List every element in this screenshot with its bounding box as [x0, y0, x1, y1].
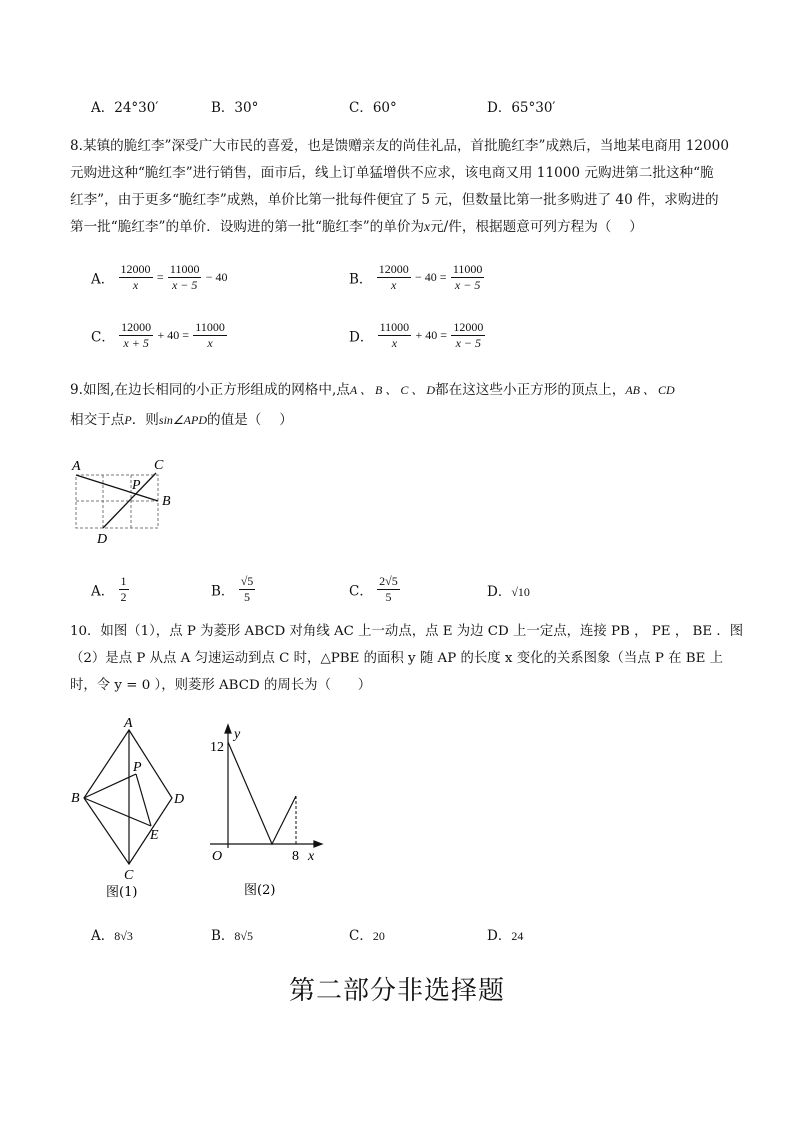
- q8-line-4: 第一批“脆红李”的单价．设购进的第一批“脆红李”的单价为x元/件，根据题意可列方程为（ ）: [70, 219, 643, 235]
- q8-option-c: C． $\frac{12000}{x + 5}$ + 40 = $\frac{11000}{x}$: [91, 320, 225, 350]
- q8-option-d: D． $\frac{11000}{x}$ + 40 = $\frac{12000}{x - 5}$: [349, 320, 484, 350]
- q9-option-c: C． $\frac{2√5}{5}$: [349, 574, 398, 604]
- y-tick-label: 12: [210, 740, 224, 755]
- section-title: 第二部分非选择题: [288, 976, 505, 1006]
- q8-option-a: A． $\frac{12000}{x}$ = $\frac{11000}{x - 5}$ − 40: [91, 262, 228, 292]
- q9-option-b: B． $\frac{√5}{5}$: [211, 574, 254, 604]
- label-b: B: [162, 494, 171, 509]
- q10-option-b: B．8√5: [211, 928, 254, 944]
- x-axis-arrow: [314, 841, 322, 847]
- label-e: E: [150, 828, 159, 843]
- graph-curve: [228, 742, 296, 844]
- label-d: D: [97, 532, 108, 547]
- origin-label: O: [212, 849, 223, 864]
- q10-line-1: 10．如图（1），点 P 为菱形 ABCD 对角线 AC 上一动点，点 E 为边 CD 上一定点，连接 PB ， PE ， BE ．图: [70, 624, 744, 639]
- label-c: C: [154, 458, 164, 473]
- q9-grid-figure: [66, 455, 186, 547]
- q7-option-b: B．30°: [211, 100, 259, 116]
- q10-line-2: （2）是点 P 从点 A 匀速运动到点 C 时，△PBE 的面积 y 随 AP 的长度 x 变化的关系图象（当点 P 在 BE 上: [70, 651, 724, 666]
- q10-rhombus-figure: [64, 716, 194, 906]
- rhombus-abcd: [84, 730, 172, 864]
- q10-option-d: D．24: [487, 928, 524, 944]
- label-p: P: [133, 760, 142, 775]
- label-p: P: [132, 478, 141, 493]
- q7-option-d: D．65°30′: [487, 100, 556, 116]
- label-a: A: [124, 716, 133, 731]
- label-a: A: [72, 459, 81, 474]
- q9-line-2: 相交于点P．则sin∠APD的值是（ ）: [70, 412, 293, 428]
- y-axis-label: y: [234, 727, 241, 742]
- x-axis-label: x: [308, 849, 315, 864]
- q8-line-2: 元购进这种“脆红李”进行销售，面市后，线上订单猛增供不应求，该电商又用 11000 元购进第二批这种“脆: [70, 165, 714, 181]
- q7-option-c: C．60°: [349, 100, 397, 116]
- figure-1-caption: 图(1): [106, 885, 138, 900]
- q9-option-d: D．√10: [487, 584, 530, 600]
- q10-graph-figure: [200, 720, 330, 905]
- q10-line-3: 时，令 y = 0 ），则菱形 ABCD 的周长为（ ）: [70, 678, 372, 693]
- figure-2-caption: 图(2): [244, 883, 276, 898]
- q8-line-3: 红李”，由于更多“脆红李”成熟，单价比第一批每件便宜了 5 元，但数量比第一批多购进了 40 件，求购进的: [70, 192, 719, 208]
- label-b: B: [71, 791, 80, 806]
- q9-line-1: 9.如图,在边长相同的小正方形组成的网格中,点A 、 B 、 C 、 D都在这这些小正方形的顶点上，AB 、 CD: [70, 382, 675, 398]
- segment-pe: [136, 774, 151, 826]
- label-c: C: [124, 868, 134, 883]
- y-axis-arrow: [225, 725, 231, 733]
- x-tick-label: 8: [292, 849, 299, 864]
- label-d: D: [174, 792, 185, 807]
- q10-option-a: A．8√3: [91, 928, 133, 944]
- q8-option-b: B． $\frac{12000}{x}$ − 40 = $\frac{11000}{x - 5}$: [349, 262, 483, 292]
- q7-option-a: A．24°30′: [91, 100, 159, 116]
- q9-option-a: A． $\frac{1}{2}$: [91, 574, 127, 604]
- q8-line-1: 8.某镇的脆红李”深受广大市民的喜爱，也是馈赠亲友的尚佳礼品，首批脆红李”成熟后，当地某电商用 12000: [70, 138, 729, 154]
- segment-ab: [76, 475, 158, 501]
- q10-option-c: C．20: [349, 928, 385, 944]
